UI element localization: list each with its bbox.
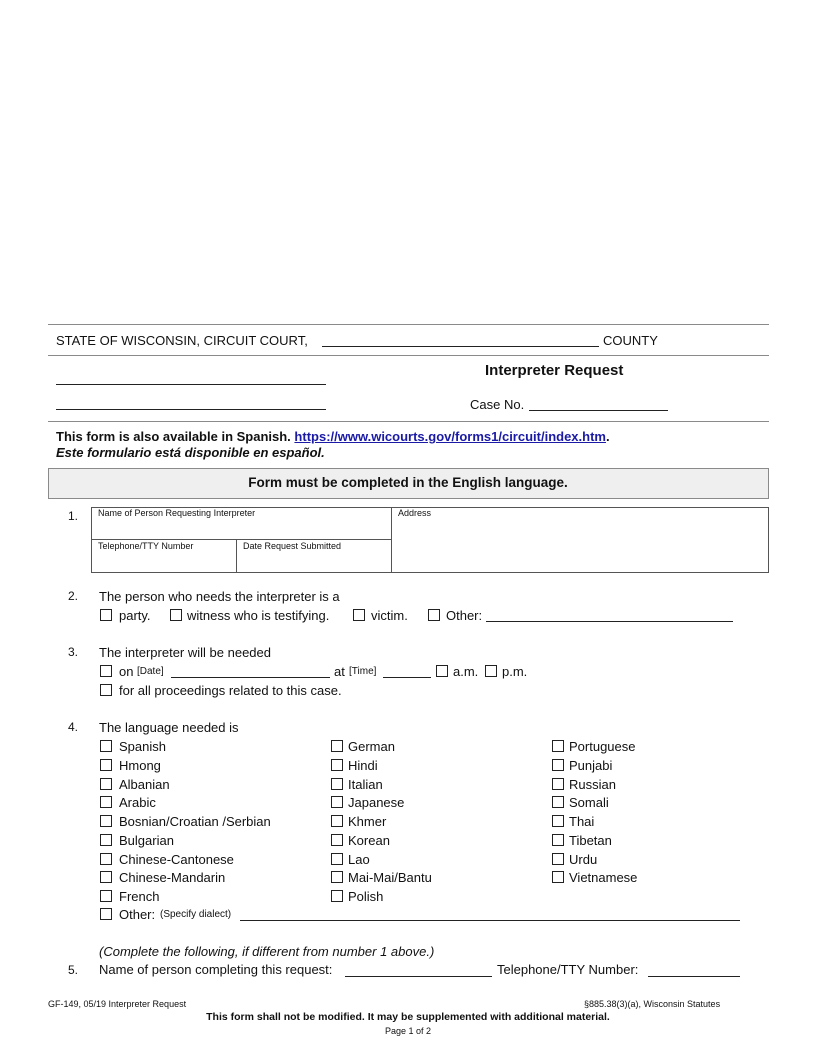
language-checkbox-bosnian-croatian-serbian[interactable] (100, 815, 112, 827)
date-field-label: Date Request Submitted (243, 541, 342, 551)
language-checkbox-japanese[interactable] (331, 796, 343, 808)
party-line-2[interactable] (56, 409, 326, 410)
section-5-number: 5. (68, 963, 79, 977)
party-checkbox[interactable] (100, 609, 112, 621)
table-divider-v1 (391, 507, 392, 573)
case-no-label: Case No. (470, 397, 525, 412)
spanish-notice-text: This form is also available in Spanish. (56, 429, 291, 444)
date-hint: [Date] (137, 666, 164, 677)
phone-field-label: Telephone/TTY Number (98, 541, 194, 551)
spanish-notice (56, 429, 610, 444)
link-suffix: . (605, 429, 610, 444)
language-label-urdu: Urdu (569, 851, 598, 867)
time-input[interactable] (383, 677, 431, 678)
all-proceedings-label: for all proceedings related to this case. (119, 683, 342, 698)
completer-name-label: Name of person completing this request: (99, 962, 333, 977)
language-checkbox-french[interactable] (100, 890, 112, 902)
language-label-arabic: Arabic (119, 795, 156, 811)
witness-label: witness who is testifying. (187, 608, 330, 623)
county-input[interactable] (322, 346, 599, 347)
other-party-checkbox[interactable] (428, 609, 440, 621)
language-label-german: German (348, 739, 395, 754)
language-checkbox-urdu[interactable] (552, 853, 564, 865)
victim-checkbox[interactable] (353, 609, 365, 621)
language-label-french: French (119, 889, 160, 904)
pm-checkbox[interactable] (485, 665, 497, 677)
language-checkbox-hindi[interactable] (331, 759, 343, 771)
statute: §885.38(3)(a), Wisconsin Statutes (584, 999, 721, 1009)
language-label-khmer: Khmer (348, 814, 387, 829)
language-label-italian: Italian (348, 776, 383, 792)
language-label-bosnian-croatian-serbian: Bosnian/Croatian /Serbian (119, 814, 271, 829)
name-field-label: Name of Person Requesting Interpreter (98, 508, 256, 518)
section-4-number: 4. (68, 720, 79, 734)
section-3-prompt: The interpreter will be needed (99, 645, 271, 660)
language-label-bulgarian: Bulgarian (119, 832, 174, 848)
witness-checkbox[interactable] (170, 609, 182, 621)
section-3-number: 3. (68, 645, 79, 659)
completer-phone-label: Telephone/TTY Number: (497, 962, 639, 977)
language-checkbox-somali[interactable] (552, 796, 564, 808)
other-language-input[interactable] (240, 920, 740, 921)
language-label-portuguese: Portuguese (569, 739, 636, 754)
section-2-prompt: The person who needs the interpreter is a (99, 589, 340, 604)
spanish-line: Este formulario está disponible en español. (56, 445, 325, 460)
date-input[interactable] (171, 677, 330, 678)
language-label-chinese-mandarin: Chinese-Mandarin (119, 870, 226, 886)
modification-notice: This form shall not be modified. It may be supplemented with additional material. (206, 1011, 610, 1023)
language-label-polish: Polish (348, 889, 384, 904)
am-checkbox[interactable] (436, 665, 448, 677)
language-label-hmong: Hmong (119, 757, 161, 773)
language-checkbox-chinese-cantonese[interactable] (100, 853, 112, 865)
language-checkbox-mai-mai-bantu[interactable] (331, 871, 343, 883)
forms-link[interactable]: https://www.wicourts.gov/forms1/circuit/index.htm (294, 429, 606, 444)
language-label-spanish: Spanish (119, 739, 166, 754)
form-title: Interpreter Request (485, 362, 624, 379)
other-party-input[interactable] (486, 621, 733, 622)
all-proceedings-checkbox[interactable] (100, 684, 112, 696)
section-1-number: 1. (68, 509, 79, 523)
header-rule (48, 355, 769, 356)
language-label-chinese-cantonese: Chinese-Cantonese (119, 851, 234, 867)
language-checkbox-khmer[interactable] (331, 815, 343, 827)
section-5-note: (Complete the following, if different from number 1 above.) (99, 944, 435, 959)
am-label: a.m. (453, 664, 479, 679)
language-label-russian: Russian (569, 776, 616, 792)
court-heading: STATE OF WISCONSIN, CIRCUIT COURT, (56, 333, 308, 348)
language-label-punjabi: Punjabi (569, 757, 613, 773)
language-label-albanian: Albanian (119, 776, 170, 792)
other-party-label: Other: (446, 608, 483, 623)
specific-date-checkbox[interactable] (100, 665, 112, 677)
other-language-label: Other: (119, 907, 156, 922)
language-checkbox-korean[interactable] (331, 834, 343, 846)
language-checkbox-chinese-mandarin[interactable] (100, 871, 112, 883)
language-label-mai-mai-bantu: Mai-Mai/Bantu (348, 870, 432, 886)
language-checkbox-bulgarian[interactable] (100, 834, 112, 846)
language-checkbox-portuguese[interactable] (552, 740, 564, 752)
language-label-somali: Somali (569, 795, 609, 811)
language-checkbox-tibetan[interactable] (552, 834, 564, 846)
other-language-checkbox[interactable] (100, 908, 112, 920)
county-label: COUNTY (603, 333, 658, 348)
language-checkbox-polish[interactable] (331, 890, 343, 902)
page-number: Page 1 of 2 (384, 1026, 432, 1036)
section-2-number: 2. (68, 589, 79, 603)
completer-phone-input[interactable] (648, 976, 740, 977)
language-checkbox-german[interactable] (331, 740, 343, 752)
language-label-japanese: Japanese (348, 795, 405, 811)
language-checkbox-hmong[interactable] (100, 759, 112, 771)
caption-rule (48, 421, 769, 422)
language-checkbox-lao[interactable] (331, 853, 343, 865)
language-label-lao: Lao (348, 851, 370, 867)
language-checkbox-punjabi[interactable] (552, 759, 564, 771)
language-label-tibetan: Tibetan (569, 832, 612, 848)
form-id: GF-149, 05/19 Interpreter Request (48, 999, 187, 1009)
table-divider-v2 (236, 539, 237, 573)
language-checkbox-vietnamese[interactable] (552, 871, 564, 883)
on-label: on (119, 664, 134, 679)
completer-name-input[interactable] (345, 976, 492, 977)
section-4-prompt: The language needed is (99, 720, 239, 735)
at-label: at (334, 664, 345, 679)
language-label-thai: Thai (569, 814, 595, 829)
language-label-vietnamese: Vietnamese (569, 870, 638, 886)
top-rule (48, 324, 769, 325)
language-label-hindi: Hindi (348, 757, 378, 773)
language-label-korean: Korean (348, 832, 390, 848)
language-checkbox-albanian[interactable] (100, 778, 112, 790)
party-label: party. (119, 608, 151, 623)
language-checkbox-italian[interactable] (331, 778, 343, 790)
case-no-input[interactable] (529, 410, 668, 411)
victim-label: victim. (371, 608, 408, 623)
table-divider-h (91, 539, 391, 540)
language-checkbox-arabic[interactable] (100, 796, 112, 808)
language-checkbox-thai[interactable] (552, 815, 564, 827)
pm-label: p.m. (502, 664, 528, 679)
time-hint: [Time] (349, 666, 377, 677)
party-line-1[interactable] (56, 384, 326, 385)
english-notice: Form must be completed in the English language. (248, 475, 568, 490)
address-field-label: Address (398, 508, 432, 518)
language-checkbox-russian[interactable] (552, 778, 564, 790)
dialect-hint: (Specify dialect) (160, 909, 232, 920)
language-checkbox-spanish[interactable] (100, 740, 112, 752)
